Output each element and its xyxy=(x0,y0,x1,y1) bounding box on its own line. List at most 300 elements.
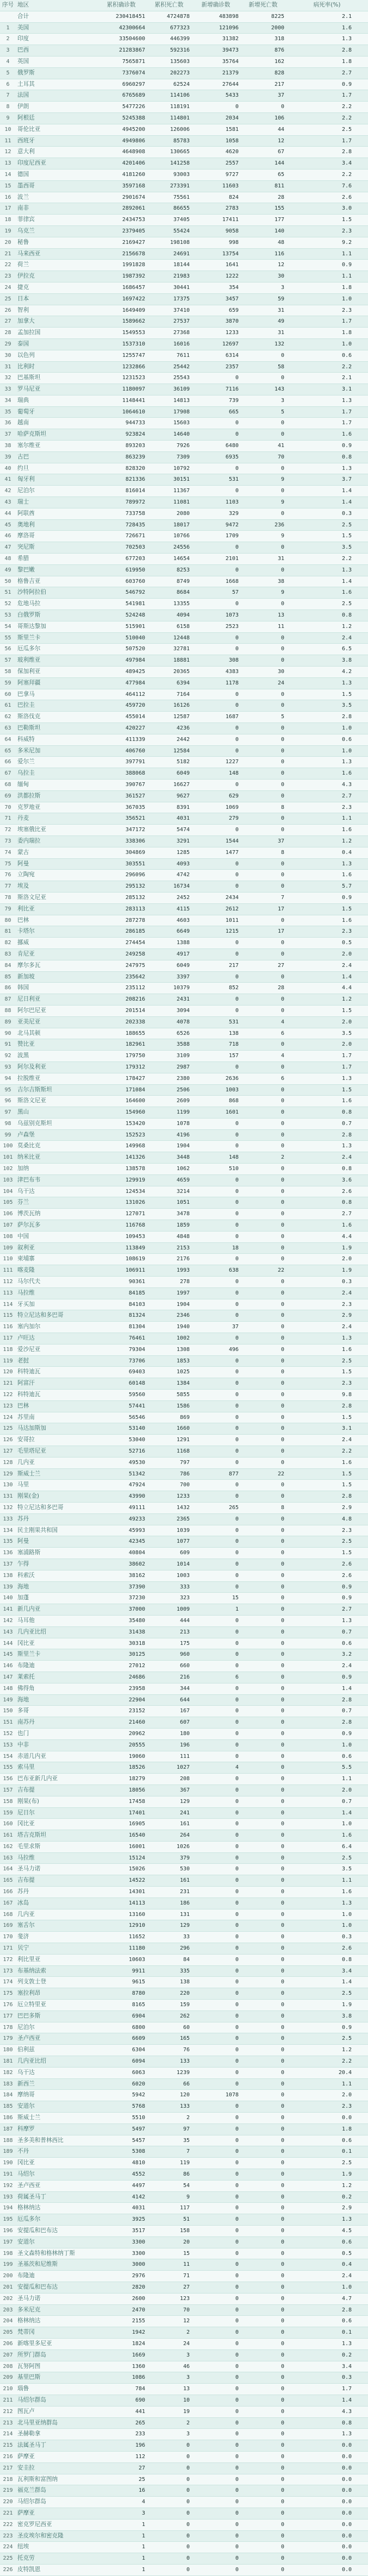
region-name-cell: 巴林 xyxy=(16,1400,96,1412)
region-name-cell: 刚果(布) xyxy=(16,1796,96,1807)
fatality-rate-cell: 1.3 xyxy=(286,1141,368,1152)
table-row xyxy=(0,2530,368,2542)
total-deaths-cell: 1026 xyxy=(147,1841,191,1852)
table-row xyxy=(0,1400,368,1412)
total-deaths-cell: 93003 xyxy=(147,169,191,180)
fatality-rate-cell: 2.1 xyxy=(286,11,368,22)
new-deaths-cell: 0 xyxy=(240,463,286,474)
fatality-rate-cell: 2.9 xyxy=(286,1310,368,1322)
new-cases-cell: 0 xyxy=(191,1559,240,1570)
region-name-cell: 古巴 xyxy=(16,451,96,463)
table-row xyxy=(0,237,368,248)
fatality-rate-cell: 3.8 xyxy=(286,655,368,667)
new-cases-cell: 0 xyxy=(191,2349,240,2361)
row-index-cell: 77 xyxy=(0,881,16,893)
fatality-rate-cell: 0.0 xyxy=(286,2553,368,2565)
total-deaths-cell: 1002 xyxy=(147,1333,191,1344)
table-row xyxy=(0,2135,368,2146)
region-name-cell: 智利 xyxy=(16,305,96,316)
total-cases-cell: 106911 xyxy=(96,1265,147,1277)
total-deaths-cell: 24556 xyxy=(147,542,191,554)
row-index-cell: 15 xyxy=(0,180,16,192)
region-name-cell: 哥伦比亚 xyxy=(16,124,96,135)
new-deaths-cell: 0 xyxy=(240,486,286,497)
new-deaths-cell: 0 xyxy=(240,2146,286,2158)
new-cases-cell: 0 xyxy=(191,2214,240,2226)
fatality-rate-cell: 0.6 xyxy=(286,2135,368,2146)
row-index-cell: 88 xyxy=(0,1005,16,1016)
table-row xyxy=(0,903,368,915)
new-deaths-cell: 17 xyxy=(240,903,286,915)
new-deaths-cell: 0 xyxy=(240,1378,286,1390)
new-cases-cell: 1227 xyxy=(191,757,240,768)
new-cases-cell: 0 xyxy=(191,2078,240,2090)
fatality-rate-cell: 0.0 xyxy=(286,2474,368,2485)
table-row xyxy=(0,723,368,734)
fatality-rate-cell: 1.4 xyxy=(286,486,368,497)
fatality-rate-cell: 0.6 xyxy=(286,2236,368,2248)
fatality-rate-cell: 0.0 xyxy=(286,2113,368,2124)
total-cases-cell: 179750 xyxy=(96,1051,147,1062)
fatality-rate-cell: 2.2 xyxy=(286,102,368,113)
total-cases-cell: 21283867 xyxy=(96,45,147,56)
new-deaths-cell: 0 xyxy=(240,1039,286,1051)
region-name-cell: 洪都拉斯 xyxy=(16,790,96,802)
row-index-cell: 169 xyxy=(0,1920,16,1932)
total-cases-cell: 81304 xyxy=(96,1322,147,1333)
total-cases-cell: 21460 xyxy=(96,1717,147,1729)
new-cases-cell: 13754 xyxy=(191,248,240,260)
new-deaths-cell: 3 xyxy=(240,282,286,293)
row-index-cell: 49 xyxy=(0,564,16,576)
table-row xyxy=(0,2191,368,2203)
row-index-cell: 11 xyxy=(0,135,16,147)
fatality-rate-cell: 0.9 xyxy=(286,2022,368,2033)
total-deaths-cell: 11367 xyxy=(147,486,191,497)
new-deaths-cell: 0 xyxy=(240,418,286,429)
table-row xyxy=(0,395,368,406)
region-name-cell: 伯利兹 xyxy=(16,2045,96,2056)
new-cases-cell: 1601 xyxy=(191,1107,240,1119)
table-row xyxy=(0,1728,368,1739)
new-deaths-cell: 144 xyxy=(240,158,286,169)
region-name-cell: 孟加拉国 xyxy=(16,328,96,339)
total-cases-cell: 2434753 xyxy=(96,215,147,226)
new-deaths-cell: 58 xyxy=(240,361,286,373)
fatality-rate-cell: 1.3 xyxy=(286,564,368,576)
region-name-cell: 加纳 xyxy=(16,1164,96,1175)
total-cases-cell: 201514 xyxy=(96,1005,147,1016)
table-row xyxy=(0,158,368,169)
region-name-cell: 阿尔及利亚 xyxy=(16,1061,96,1073)
row-index-cell: 6 xyxy=(0,79,16,90)
new-deaths-cell: 0 xyxy=(240,2271,286,2282)
fatality-rate-cell: 2.5 xyxy=(286,2158,368,2169)
table-row xyxy=(0,2123,368,2135)
new-cases-cell: 0 xyxy=(191,1875,240,1887)
table-row xyxy=(0,1661,368,1672)
total-deaths-cell: 9627 xyxy=(147,790,191,802)
row-index-cell: 172 xyxy=(0,1954,16,1965)
total-cases-cell: 1064610 xyxy=(96,406,147,418)
region-name-cell: 乌兹别克斯坦 xyxy=(16,1118,96,1129)
new-cases-cell: 0 xyxy=(191,1581,240,1593)
total-cases-cell: 6904 xyxy=(96,2010,147,2022)
row-index-cell: 52 xyxy=(0,599,16,610)
region-name-cell: 尼日利亚 xyxy=(16,994,96,1006)
region-name-cell: 乌克兰 xyxy=(16,225,96,237)
fatality-rate-cell: 2.4 xyxy=(286,1152,368,1164)
new-deaths-cell: 0 xyxy=(240,1977,286,1988)
region-name-cell: 安道尔 xyxy=(16,2236,96,2248)
row-index-cell: 43 xyxy=(0,497,16,508)
total-cases-cell: 37390 xyxy=(96,1581,147,1593)
table-row xyxy=(0,689,368,700)
region-name-cell: 爱尔兰 xyxy=(16,757,96,768)
region-name-cell: 乌干达 xyxy=(16,2067,96,2078)
total-cases-cell: 53140 xyxy=(96,1423,147,1435)
new-cases-cell: 2523 xyxy=(191,621,240,632)
region-name-cell: 马尔代夫 xyxy=(16,1277,96,1288)
total-cases-cell: 4949806 xyxy=(96,135,147,147)
total-deaths-cell: 609 xyxy=(147,1548,191,1559)
row-index-cell: 65 xyxy=(0,745,16,757)
row-index-cell: 51 xyxy=(0,587,16,599)
fatality-rate-cell: 2.9 xyxy=(286,1502,368,1513)
fatality-rate-cell: 0.1 xyxy=(286,2327,368,2339)
region-name-cell: 斐济 xyxy=(16,1932,96,1943)
fatality-rate-cell: 1.7 xyxy=(286,406,368,418)
total-cases-cell: 728435 xyxy=(96,519,147,531)
fatality-rate-cell: 2.8 xyxy=(286,1694,368,1706)
fatality-rate-cell: 1.9 xyxy=(286,2000,368,2011)
total-deaths-cell: 333 xyxy=(147,1581,191,1593)
new-cases-cell: 2783 xyxy=(191,203,240,215)
new-cases-cell: 1011 xyxy=(191,915,240,926)
fatality-rate-cell: 1.3 xyxy=(286,34,368,45)
row-index-cell: 154 xyxy=(0,1751,16,1762)
row-index-cell: 139 xyxy=(0,1581,16,1593)
new-deaths-cell: 0 xyxy=(240,1864,286,1875)
total-deaths-cell: 6526 xyxy=(147,1028,191,1039)
total-deaths-cell: 4659 xyxy=(147,1174,191,1186)
fatality-rate-cell: 0.5 xyxy=(286,938,368,949)
new-cases-cell: 0 xyxy=(191,1661,240,1672)
table-row xyxy=(0,67,368,79)
row-index-cell: 110 xyxy=(0,1254,16,1265)
new-deaths-cell: 0 xyxy=(240,1096,286,1107)
region-name-cell: 黎巴嫩 xyxy=(16,564,96,576)
row-index-cell xyxy=(0,11,16,22)
row-index-cell: 141 xyxy=(0,1604,16,1616)
row-index-cell: 93 xyxy=(0,1061,16,1073)
new-deaths-cell: 0 xyxy=(240,2169,286,2181)
new-deaths-cell: 8 xyxy=(240,847,286,858)
total-cases-cell: 690 xyxy=(96,2395,147,2406)
new-cases-cell: 39473 xyxy=(191,45,240,56)
new-deaths-cell: 8 xyxy=(240,1502,286,1513)
region-name-cell: 多哥 xyxy=(16,1706,96,1717)
new-deaths-cell: 0 xyxy=(240,2033,286,2045)
total-cases-cell: 153420 xyxy=(96,1118,147,1129)
total-deaths-cell: 62524 xyxy=(147,79,191,90)
fatality-rate-cell: 2.7 xyxy=(286,67,368,79)
total-cases-cell: 7565871 xyxy=(96,56,147,67)
new-cases-cell: 0 xyxy=(191,881,240,893)
fatality-rate-cell: 2.2 xyxy=(286,2056,368,2068)
region-name-cell: 法国 xyxy=(16,90,96,102)
total-deaths-cell: 2346 xyxy=(147,1310,191,1322)
fatality-rate-cell: 0.9 xyxy=(286,1672,368,1683)
fatality-rate-cell: 0.3 xyxy=(286,1277,368,1288)
fatality-rate-cell: 0.9 xyxy=(286,1581,368,1593)
total-deaths-cell: 123 xyxy=(147,2293,191,2304)
table-row xyxy=(0,1796,368,1807)
table-row xyxy=(0,1378,368,1390)
total-deaths-cell: 186 xyxy=(147,1898,191,1909)
row-index-cell: 220 xyxy=(0,2497,16,2508)
table-row xyxy=(0,2519,368,2530)
region-name-cell: 保加利亚 xyxy=(16,667,96,678)
fatality-rate-cell: 0.3 xyxy=(286,1932,368,1943)
fatality-rate-cell: 2.0 xyxy=(286,948,368,960)
new-cases-cell: 1668 xyxy=(191,576,240,587)
new-deaths-cell: 0 xyxy=(240,734,286,745)
row-index-cell: 219 xyxy=(0,2485,16,2497)
region-name-cell: 利比亚 xyxy=(16,903,96,915)
new-cases-cell: 0 xyxy=(191,1480,240,1491)
fatality-rate-cell: 2.4 xyxy=(286,632,368,644)
region-name-cell: 摩洛哥 xyxy=(16,531,96,542)
fatality-rate-cell: 1.1 xyxy=(286,813,368,825)
row-index-cell: 152 xyxy=(0,1728,16,1739)
total-cases-cell: 11652 xyxy=(96,1932,147,1943)
table-row xyxy=(0,1672,368,1683)
row-index-cell: 112 xyxy=(0,1277,16,1288)
total-cases-cell: 821336 xyxy=(96,474,147,486)
total-cases-cell: 265 xyxy=(96,2417,147,2429)
table-row xyxy=(0,203,368,215)
total-deaths-cell: 8391 xyxy=(147,802,191,813)
table-row xyxy=(0,1932,368,1943)
table-row xyxy=(0,554,368,565)
fatality-rate-cell: 2.5 xyxy=(286,124,368,135)
table-row xyxy=(0,1423,368,1435)
table-row xyxy=(0,1197,368,1209)
fatality-rate-cell: 2.8 xyxy=(286,1717,368,1729)
fatality-rate-cell: 2.4 xyxy=(286,2271,368,2282)
new-cases-cell: 1477 xyxy=(191,847,240,858)
total-deaths-cell: 607 xyxy=(147,1717,191,1729)
fatality-rate-cell: 3.5 xyxy=(286,700,368,712)
total-deaths-cell: 10 xyxy=(147,2395,191,2406)
region-name-cell: 也门 xyxy=(16,1728,96,1739)
row-index-cell: 158 xyxy=(0,1796,16,1807)
region-name-cell: 巴布亚新几内亚 xyxy=(16,1774,96,1785)
total-deaths-cell: 12584 xyxy=(147,745,191,757)
region-name-cell: 格林纳达 xyxy=(16,2316,96,2327)
fatality-rate-cell: 1.0 xyxy=(286,2282,368,2293)
row-index-cell: 102 xyxy=(0,1164,16,1175)
total-cases-cell: 1086 xyxy=(96,2372,147,2384)
region-name-cell: 马绍尔 xyxy=(16,2169,96,2181)
total-cases-cell: 285132 xyxy=(96,892,147,903)
region-name-cell: 印度 xyxy=(16,34,96,45)
new-cases-cell: 0 xyxy=(191,2293,240,2304)
new-deaths-cell: 0 xyxy=(240,1717,286,1729)
row-index-cell: 16 xyxy=(0,192,16,203)
table-row xyxy=(0,587,368,599)
total-deaths-cell: 0 xyxy=(147,2542,191,2553)
region-name-cell: 匈牙利 xyxy=(16,474,96,486)
total-cases-cell: 37000 xyxy=(96,1604,147,1616)
region-name-cell: 泰国 xyxy=(16,338,96,350)
row-index-cell: 144 xyxy=(0,1638,16,1649)
row-index-cell: 42 xyxy=(0,486,16,497)
row-index-cell: 198 xyxy=(0,2248,16,2259)
fatality-rate-cell: 1.2 xyxy=(286,621,368,632)
region-name-cell: 冈比亚 xyxy=(16,1819,96,1830)
total-cases-cell: 38162 xyxy=(96,1570,147,1581)
fatality-rate-cell: 1.8 xyxy=(286,2123,368,2135)
new-deaths-cell: 116 xyxy=(240,248,286,260)
region-name-cell: 阿联酋 xyxy=(16,508,96,519)
table-row xyxy=(0,734,368,745)
row-index-cell: 137 xyxy=(0,1559,16,1570)
region-name-cell: 阿根廷 xyxy=(16,112,96,124)
new-deaths-cell: 0 xyxy=(240,2542,286,2553)
new-deaths-cell: 9 xyxy=(240,497,286,508)
total-deaths-cell: 180 xyxy=(147,1728,191,1739)
total-cases-cell: 420227 xyxy=(96,723,147,734)
fatality-rate-cell: 1.5 xyxy=(286,903,368,915)
table-row xyxy=(0,825,368,836)
new-deaths-cell: 0 xyxy=(240,700,286,712)
table-row xyxy=(0,2304,368,2316)
row-index-cell: 8 xyxy=(0,102,16,113)
new-cases-cell: 0 xyxy=(191,1287,240,1299)
row-index-cell: 185 xyxy=(0,2101,16,2113)
total-cases-cell: 515901 xyxy=(96,621,147,632)
table-row xyxy=(0,1739,368,1751)
new-cases-cell: 0 xyxy=(191,1513,240,1525)
new-cases-cell: 0 xyxy=(191,2158,240,2169)
table-row xyxy=(0,813,368,825)
new-deaths-cell: 0 xyxy=(240,938,286,949)
row-index-cell: 39 xyxy=(0,451,16,463)
region-name-cell: 吉布提 xyxy=(16,1875,96,1887)
row-index-cell: 188 xyxy=(0,2135,16,2146)
table-row xyxy=(0,2203,368,2214)
new-cases-cell: 0 xyxy=(191,779,240,790)
new-deaths-cell: 9 xyxy=(240,474,286,486)
total-deaths-cell: 0 xyxy=(147,2519,191,2530)
new-deaths-cell: 28 xyxy=(240,983,286,994)
row-index-cell: 223 xyxy=(0,2530,16,2542)
new-deaths-cell: 0 xyxy=(240,825,286,836)
total-deaths-cell: 444 xyxy=(147,1615,191,1626)
new-cases-cell: 0 xyxy=(191,858,240,870)
row-index-cell: 175 xyxy=(0,1988,16,2000)
new-deaths-cell: 3 xyxy=(240,395,286,406)
total-deaths-cell: 141258 xyxy=(147,158,191,169)
region-name-cell: 塞拉利昂 xyxy=(16,1988,96,2000)
new-cases-cell: 0 xyxy=(191,1254,240,1265)
fatality-rate-cell: 1.0 xyxy=(286,338,368,350)
table-row xyxy=(0,1807,368,1819)
new-cases-cell: 510 xyxy=(191,1164,240,1175)
fatality-rate-cell: 0.8 xyxy=(286,1954,368,1965)
total-cases-cell: 51342 xyxy=(96,1468,147,1480)
row-index-cell: 10 xyxy=(0,124,16,135)
region-name-cell: 卢森堡 xyxy=(16,1129,96,1141)
new-cases-cell: 0 xyxy=(191,373,240,384)
total-deaths-cell: 33 xyxy=(147,1932,191,1943)
total-cases-cell: 247975 xyxy=(96,960,147,971)
fatality-rate-cell: 1.2 xyxy=(286,2180,368,2191)
total-deaths-cell: 5855 xyxy=(147,1390,191,1401)
region-name-cell: 塞浦路斯 xyxy=(16,1548,96,1559)
table-body xyxy=(0,11,368,2575)
total-cases-cell: 79304 xyxy=(96,1344,147,1355)
total-cases-cell: 367035 xyxy=(96,802,147,813)
fatality-rate-cell: 0.0 xyxy=(286,2497,368,2508)
total-cases-cell: 361527 xyxy=(96,790,147,802)
fatality-rate-cell: 3.0 xyxy=(286,203,368,215)
new-cases-cell: 12697 xyxy=(191,338,240,350)
new-deaths-cell: 38 xyxy=(240,576,286,587)
row-index-cell: 210 xyxy=(0,2384,16,2395)
total-deaths-cell: 2380 xyxy=(147,1073,191,1084)
total-deaths-cell: 273391 xyxy=(147,180,191,192)
fatality-rate-cell: 2.5 xyxy=(286,2033,368,2045)
table-row xyxy=(0,915,368,926)
table-row xyxy=(0,1706,368,1717)
total-deaths-cell: 7 xyxy=(147,2146,191,2158)
region-name-cell: 马耳他 xyxy=(16,1615,96,1626)
region-name-cell: 瑞士 xyxy=(16,497,96,508)
total-cases-cell: 2155 xyxy=(96,2316,147,2327)
total-cases-cell: 230418451 xyxy=(96,11,147,22)
fatality-rate-cell: 3.1 xyxy=(286,1423,368,1435)
total-deaths-cell: 13355 xyxy=(147,599,191,610)
new-deaths-cell: 0 xyxy=(240,1830,286,1842)
total-cases-cell: 390767 xyxy=(96,779,147,790)
row-index-cell: 212 xyxy=(0,2406,16,2417)
table-row xyxy=(0,1468,368,1480)
new-cases-cell: 0 xyxy=(191,1378,240,1390)
new-deaths-cell: 30 xyxy=(240,667,286,678)
fatality-rate-cell: 1.4 xyxy=(286,576,368,587)
new-cases-cell: 0 xyxy=(191,1796,240,1807)
new-deaths-cell: 70 xyxy=(240,451,286,463)
new-deaths-cell: 0 xyxy=(240,2485,286,2497)
new-cases-cell: 0 xyxy=(191,1807,240,1819)
table-row xyxy=(0,790,368,802)
new-cases-cell: 0 xyxy=(191,1390,240,1401)
table-row xyxy=(0,1096,368,1107)
row-index-cell: 127 xyxy=(0,1446,16,1457)
fatality-rate-cell: 1.6 xyxy=(286,587,368,599)
table-row xyxy=(0,2169,368,2181)
new-cases-cell: 0 xyxy=(191,2564,240,2575)
new-deaths-cell: 0 xyxy=(240,2327,286,2339)
region-name-cell: 马绍尔群岛 xyxy=(16,2395,96,2406)
region-name-cell: 梵蒂冈 xyxy=(16,2327,96,2339)
region-name-cell: 摩纳哥 xyxy=(16,2090,96,2101)
total-cases-cell: 249258 xyxy=(96,948,147,960)
region-name-cell: 斯里兰卡 xyxy=(16,632,96,644)
